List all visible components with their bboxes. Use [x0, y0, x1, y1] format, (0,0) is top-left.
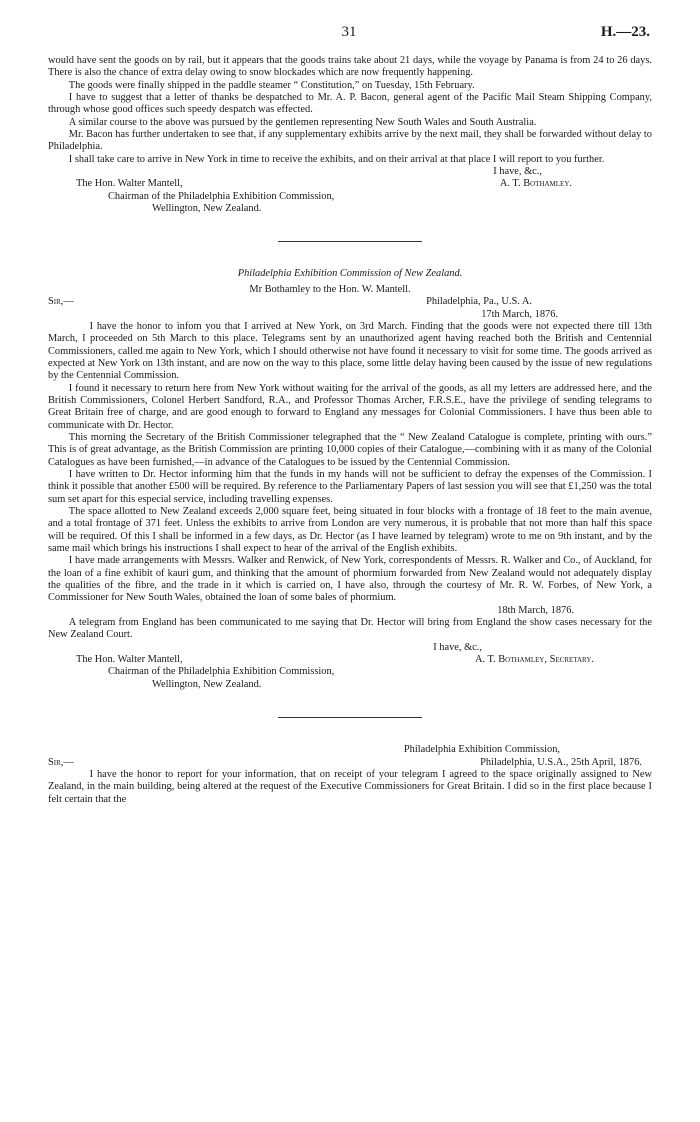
page-header [48, 24, 650, 44]
addressee-place: Wellington, New Zealand. [152, 678, 262, 690]
document-reference: H.—23. [600, 24, 650, 40]
addressee-title: Chairman of the Philadelphia Exhibition Commission, [108, 666, 335, 678]
signature-line [48, 178, 652, 190]
paragraph: The space allotted to New Zealand exceeds 2,000 square feet, being situated in four blocks with a frontage of 18 feet to the main avenue, and a total frontage of 371 feet. Unless the exhibits to arrive from London are very numerous, it is probable that not more than half this space will be required. Of this I shall be informed in a few days, as Dr. Hector (as I have learned by telegram) wrote to me on 9th instant, and by the same mail which brings his instructions I shall expect to hear of the arrival of the English exhibits. [48, 506, 652, 555]
salutation-line [48, 296, 652, 308]
salutation-line [48, 757, 652, 769]
page-body [48, 55, 652, 806]
paragraph: The goods were finally shipped in the paddle steamer “ Constitution,” on Tuesday, 15th February. [68, 79, 475, 91]
letter-heading: Philadelphia Exhibition Commission of New Zealand. [237, 268, 463, 280]
closing: I have, &c., [493, 166, 542, 178]
letter-march [48, 268, 652, 691]
paragraph: I have written to Dr. Hector informing him that the funds in my hands will not be sufficient to defray the expenses of the Commission. I think it possible that another £500 will be required. By reference to the Parliamentary Papers of last session you will see that £1,250 was the total sum set apart for this especial service, including travelling expenses. [48, 468, 652, 505]
salutation: Sir,— [48, 296, 74, 308]
addressee-place: Wellington, New Zealand. [152, 203, 262, 215]
place: Philadelphia, Pa., U.S. A. [426, 296, 532, 308]
signature-line [48, 654, 652, 666]
paragraph: I found it necessary to return here from New York without waiting for the arrival of the goods, as all my letters are addressed here, and the British Commissioners, Colonel Herbert Sandford, R.A., and Professor Thomas Archer, F.R.S.E., have the privilege of sending telegrams to Great Britain free of charge, and are good enough to forward to England any messages for Colonial Commissioners. I have thus been able to communicate with Dr. Hector. [48, 382, 652, 431]
paragraph: I have to suggest that a letter of thanks be despatched to Mr. A. P. Bacon, general agent of the Pacific Mail Steam Shipping Company, through whose good offices such speedy despatch was effected. [48, 92, 652, 116]
paragraph: I shall take care to arrive in New York in time to receive the exhibits, and on their arrival at that place I will report to you further. [68, 153, 605, 165]
paragraph: I have made arrangements with Messrs. Walker and Renwick, of New York, correspondents of Messrs. R. Walker and Co., of Auckland, for the loan of a fine exhibit of kauri gum, and thinking that the amount of phormium forwarded from New Zealand would not adequately display the qualities of the fibre, and the trade in it which is carried on, I have also, through the courtesy of Mr. R. W. Forbes, of New York, a Commissioner for New South Wales, obtained the loan of some bales of phormium. [48, 555, 652, 604]
paragraph: Mr. Bacon has further undertaken to see that, if any supplementary exhibits arrive by the next mail, they shall be forwarded without delay to Philadelphia. [48, 129, 652, 153]
paragraph: A telegram from England has been communicated to me saying that Dr. Hector will bring from England the show cases necessary for the New Zealand Court. [48, 617, 652, 641]
letter-continuation [48, 55, 652, 215]
paragraph: I have the honor to infom you that I arrived at New York, on 3rd March. Finding that the goods were not expected there till 13th March, I proceeded on 5th March to this place. Telegrams sent by an unauthorized agent having reached both the British and Centennial Commissioners, called me again to New York, which I should otherwise not have found it necessary to visit for some time. The goods arrived as expected at New York on 13th instant, and are now on the way to this place, some little delay having been caused by the issue of new regulations by the Centennial Commission. [48, 320, 652, 382]
letter-heading: Philadelphia Exhibition Commission, [403, 744, 560, 756]
page-number: 31 [341, 24, 357, 40]
closing: I have, &c., [433, 641, 482, 653]
paragraph: A similar course to the above was pursued by the gentlemen representing New South Wales and South Australia. [68, 116, 537, 128]
signature: A. T. Bothamley. [499, 178, 572, 190]
addressee-name: The Hon. Walter Mantell, [76, 178, 183, 190]
paragraph: would have sent the goods on by rail, but it appears that the goods trains take about 21 days, while the voyage by Panama is from 24 to 26 days. There is also the chance of extra delay owing to snow blockades which are now frequently happening. [48, 55, 652, 79]
date: 17th March, 1876. [481, 308, 558, 320]
paragraph: This morning the Secretary of the British Commissioner telegraphed that the “ New Zealand Catalogue is complete, printing with ours.” This is of great advantage, as the British Commission are printing 10,000 copies of their Catalogue,—combining with it as many of the Colonial Catalogues as have been furnished,—in advance of the Catalogues to be issued by the Centennial Commission. [48, 431, 652, 468]
signature: A. T. Bothamley, Secretary. [474, 654, 594, 666]
date: 18th March, 1876. [497, 604, 574, 616]
place-date: Philadelphia, U.S.A., 25th April, 1876. [480, 756, 642, 768]
letter-subheading: Mr Bothamley to the Hon. W. Mantell. [249, 283, 411, 295]
salutation: Sir,— [48, 756, 74, 768]
addressee-title: Chairman of the Philadelphia Exhibition Commission, [108, 190, 335, 202]
paragraph: I have the honor to report for your information, that on receipt of your telegram I agreed to the space originally assigned to New Zealand, in the main building, being altered at the request of the Executive Commissioners for Great Britain. I did so in the first place because I felt certain that the [48, 768, 652, 805]
letter-april [48, 744, 652, 806]
addressee-name: The Hon. Walter Mantell, [76, 654, 183, 666]
